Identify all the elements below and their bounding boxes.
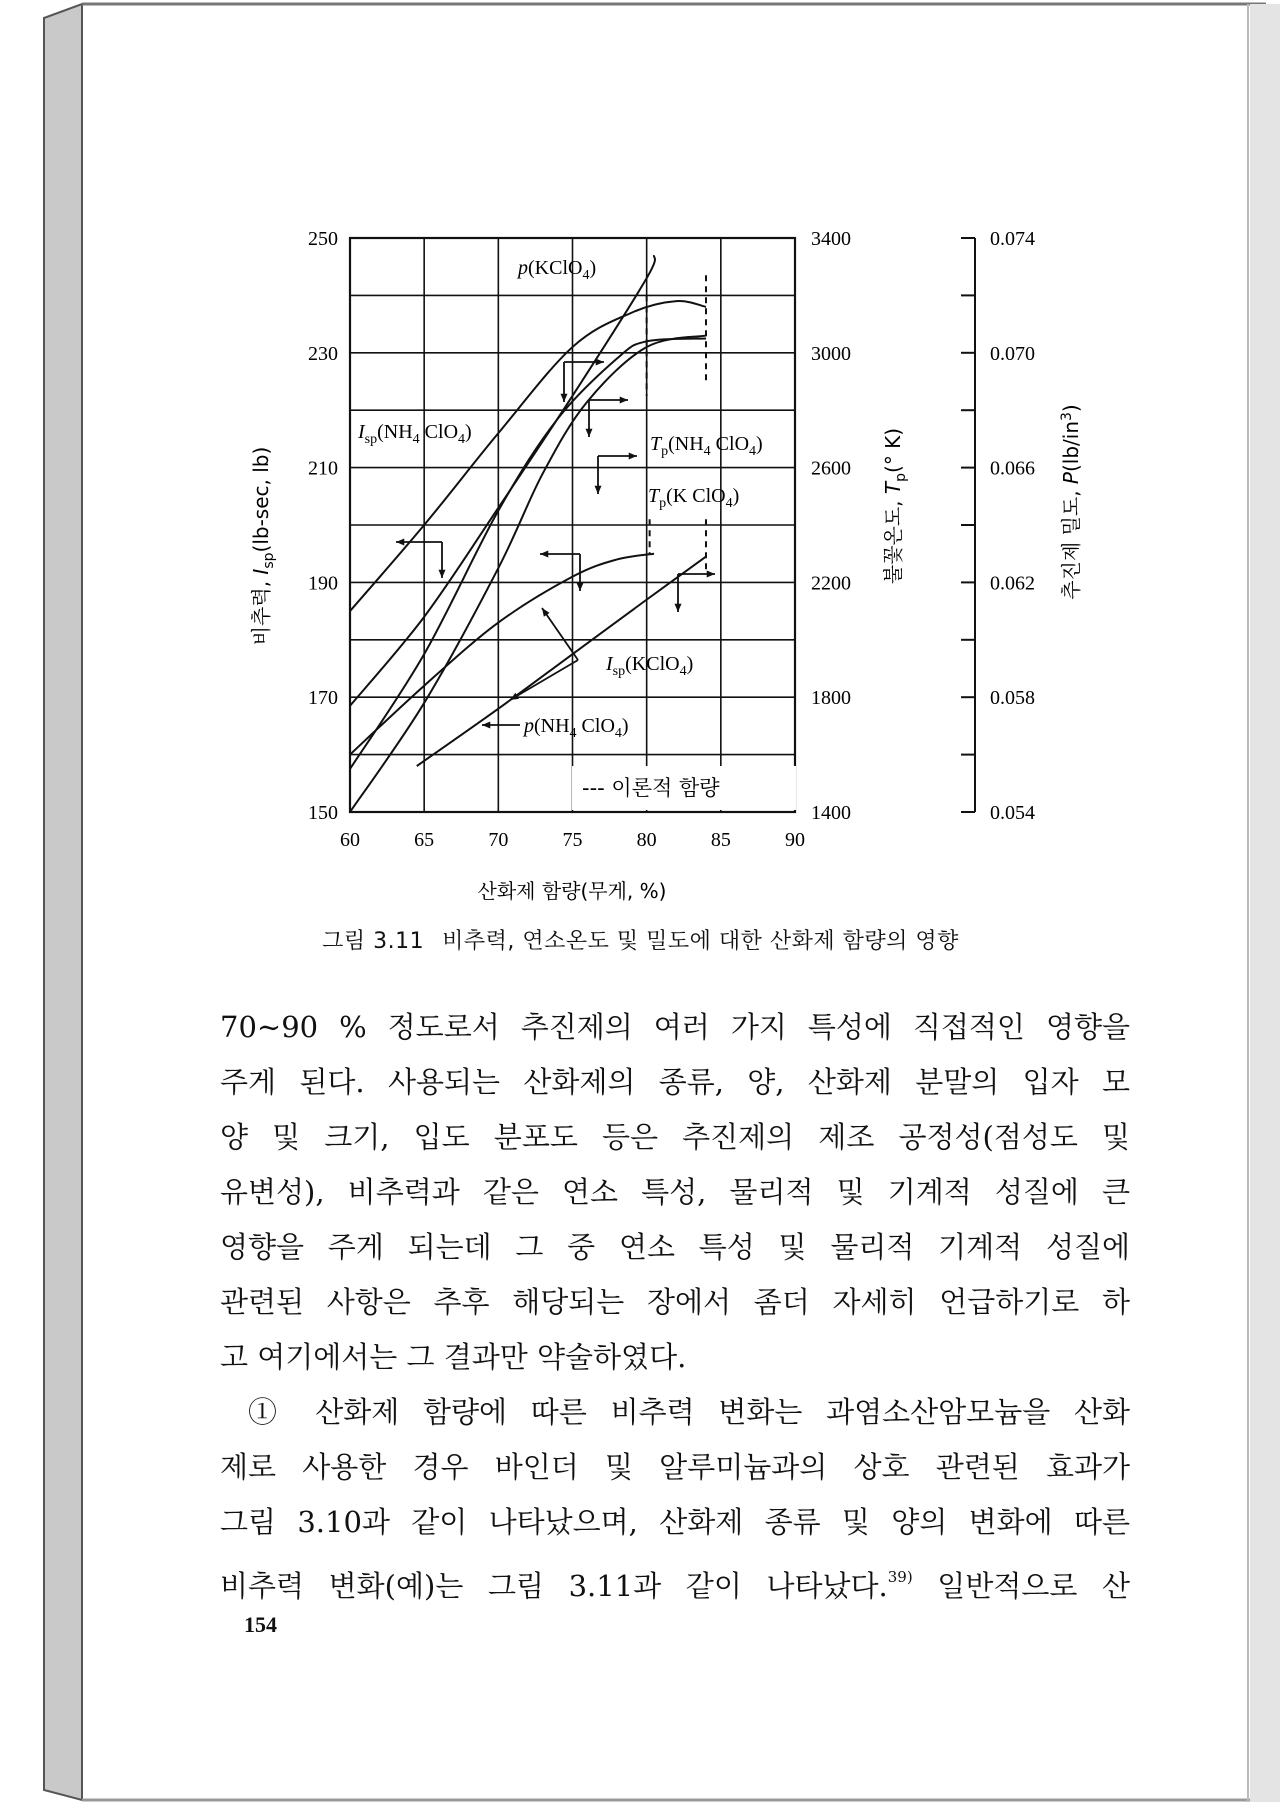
left-tick-label: 170 (308, 687, 338, 710)
reference-marker: 39) (887, 1568, 913, 1586)
x-tick-label: 65 (414, 829, 435, 851)
x-axis-label: 산화제 함량(무게, %) (477, 879, 667, 903)
right1-tick-label: 2600 (811, 457, 851, 480)
page-number: 154 (244, 1612, 277, 1637)
text-segment: 비추력 변화(예)는 그림 3.11과 같이 나타났다. (220, 1569, 888, 1603)
arrow-left-head (540, 550, 548, 557)
body-text (220, 1000, 1130, 1614)
arrow-left-head (396, 538, 404, 545)
text-line (220, 1550, 1130, 1614)
left-tick-label: 150 (308, 802, 338, 824)
arrow-right-head (707, 570, 715, 577)
pointer-isp-kclo4-head (542, 608, 550, 617)
left-tick-label: 190 (308, 572, 338, 595)
label-tp-nh4: $T_p(NH_4$ ClO$_4$) (650, 433, 763, 459)
left-axis-label: 비추력, $I_{sp}(lb-\sec$, lb) (249, 446, 277, 646)
right2-tick-label: 0.074 (990, 228, 1035, 250)
text-line: 양 및 크기, 입도 분포도 등은 추진제의 제조 공정성(점성도 및 (220, 1120, 1130, 1154)
text-line: 영향을 주게 되는데 그 중 연소 특성 및 물리적 기계적 성질에 (220, 1230, 1130, 1264)
arrow-down-head (560, 394, 567, 402)
text-line: 그림 3.10과 같이 나타났으며, 산화제 종류 및 양의 변화에 따른 (220, 1505, 1130, 1539)
figure-caption (0, 924, 1281, 955)
right2-tick-label: 0.062 (990, 572, 1035, 595)
right2-tick-label: 0.066 (990, 457, 1035, 480)
x-tick-label: 60 (340, 829, 360, 851)
arrow-right-head (596, 358, 604, 365)
x-tick-label: 85 (710, 829, 731, 851)
text-line: 유변성), 비추력과 같은 연소 특성, 물리적 및 기계적 성질에 큰 (220, 1175, 1130, 1209)
right1-tick-label: 3400 (811, 228, 851, 250)
legend-entry: --- 이론적 함량 (582, 776, 720, 800)
text-line: 주게 된다. 사용되는 산화제의 종류, 양, 산화제 분말의 입자 모 (220, 1065, 1130, 1099)
arrow-left-head (482, 721, 490, 728)
label-tp-k: $T_p(K$ ClO$_4$) (648, 485, 740, 511)
text-segment: 일반적으로 산 (912, 1569, 1131, 1603)
text-line: 고 여기에서는 그 결과만 약술하였다. (220, 1340, 687, 1374)
arrow-down-head (594, 486, 601, 494)
left-tick-label: 210 (308, 457, 338, 480)
label-isp-nh4: $I_{sp}(NH_4$ ClO$_4$) (358, 421, 472, 447)
arrow-down-head (576, 583, 583, 591)
text-line: ① 산화제 함량에 따른 비추력 변화는 과염소산암모늄을 산화 (248, 1395, 1130, 1429)
right-axis-2-label: 추진제 밀도, $P(lb/in^3)$ (1059, 404, 1083, 600)
figure-caption-text: 비추력, 연소온도 및 밀도에 대한 산화제 함량의 영향 (442, 929, 959, 954)
x-tick-label: 70 (488, 829, 509, 851)
paragraph-2 (220, 1385, 1130, 1614)
right1-tick-label: 2200 (811, 572, 851, 595)
right1-tick-label: 1800 (811, 687, 851, 710)
label-p-nh4: $p(NH_4$ ClO$_4$) (524, 715, 629, 741)
arrow-down-head (674, 604, 681, 612)
text-line: 70∼90 % 정도로서 추진제의 여러 가지 특성에 직접적인 영향을 (220, 1010, 1130, 1044)
arrow-down-head (585, 429, 592, 437)
right1-tick-label: 3000 (811, 342, 851, 365)
arrow-down-head (438, 570, 445, 578)
figure-number: 그림 3.11 (322, 929, 425, 954)
arrow-right-head (620, 396, 628, 403)
x-tick-label: 90 (785, 829, 805, 851)
curve-ispnh4clo4 (350, 301, 706, 611)
x-tick-label: 75 (562, 829, 583, 851)
text-line: 제로 사용한 경우 바인더 및 알루미늄과의 상호 관련된 효과가 (220, 1450, 1130, 1484)
label-p-kclo4: p(KClO$_4$) (518, 257, 597, 283)
arrow-right-head (629, 452, 637, 459)
text-line: 관련된 사항은 추후 해당되는 장에서 좀더 자세히 언급하기로 하 (220, 1285, 1130, 1319)
paragraph-1 (220, 1000, 1130, 1385)
right2-tick-label: 0.058 (990, 687, 1035, 710)
right-axis-1-label: 불꽃온도, $T_p(^\circ$ K) (881, 427, 909, 585)
left-tick-label: 250 (308, 228, 338, 250)
x-tick-label: 80 (636, 829, 657, 851)
right1-tick-label: 1400 (811, 802, 851, 824)
pointer-isp-kclo4 (510, 660, 578, 700)
right2-tick-label: 0.070 (990, 342, 1035, 365)
left-tick-label: 230 (308, 342, 338, 365)
chart-ticks (308, 228, 1035, 851)
label-isp-kclo4: $I_{sp}(KClO_4)$ (606, 653, 694, 679)
curve-tpnh4clo4 (350, 336, 706, 812)
right2-tick-label: 0.054 (990, 802, 1035, 824)
